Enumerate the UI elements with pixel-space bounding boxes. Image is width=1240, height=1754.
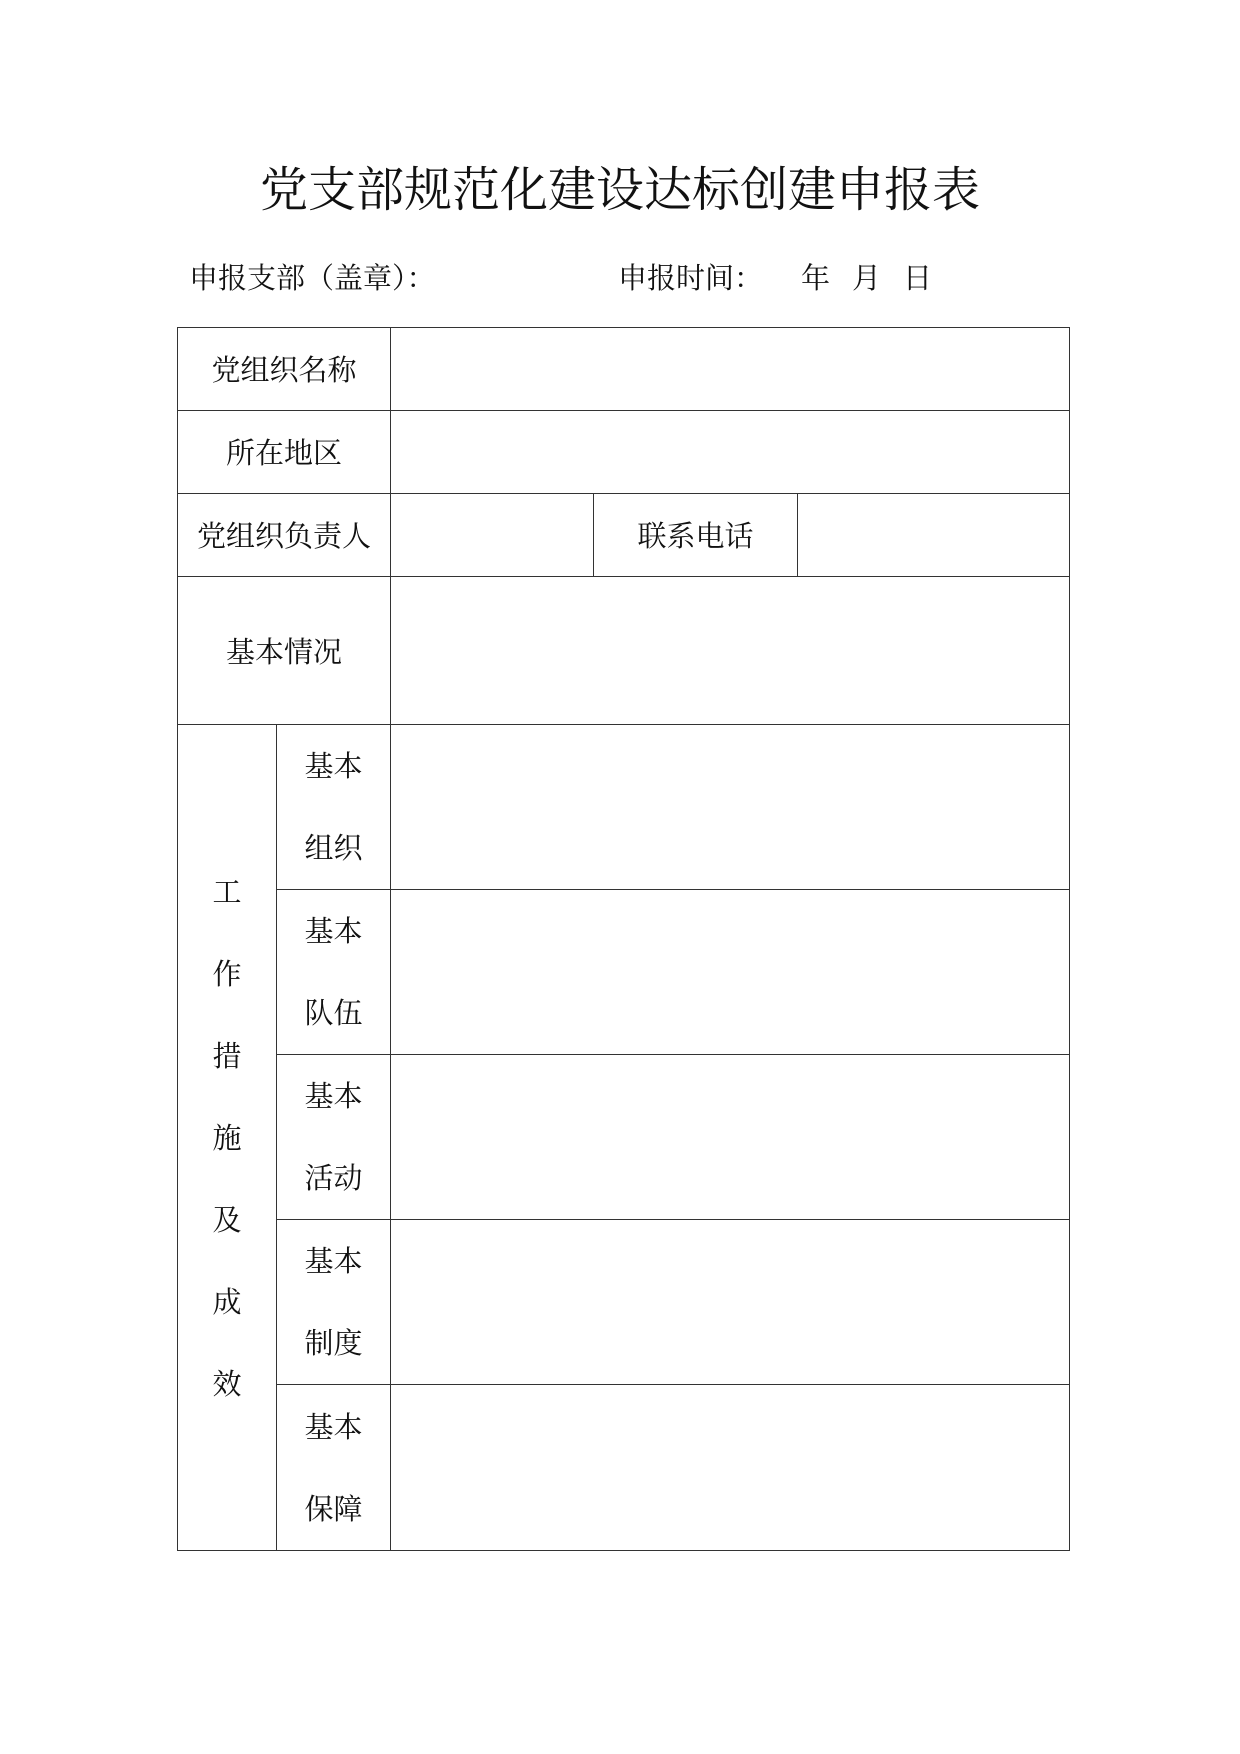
measures-char: 作 <box>212 956 242 991</box>
measure-team-label <box>277 890 390 1054</box>
measure-support-input-cell[interactable] <box>391 1385 1070 1551</box>
region-label: 所在地区 <box>226 436 343 470</box>
form-title: 党支部规范化建设达标创建申报表 <box>259 162 980 218</box>
measure-system-label-cell <box>277 1220 391 1385</box>
measure-label-line: 基本 <box>304 1079 363 1113</box>
measure-system-input-cell[interactable] <box>391 1220 1070 1385</box>
basic-info-label-cell <box>178 577 391 725</box>
measure-label-line: 保障 <box>304 1491 363 1526</box>
measures-char: 及 <box>212 1202 242 1237</box>
row-measure-activity <box>178 1055 1070 1220</box>
measure-label-line: 组织 <box>304 831 363 865</box>
branch-stamp-label: 申报支部（盖章）： <box>189 261 436 295</box>
measure-label-line: 队伍 <box>304 996 363 1030</box>
row-measure-team <box>178 890 1070 1055</box>
measure-organization-input-cell[interactable] <box>391 725 1070 890</box>
measures-char: 施 <box>212 1120 242 1155</box>
measure-support-label <box>277 1385 390 1550</box>
measure-label-line: 活动 <box>304 1161 363 1195</box>
measure-label-line: 制度 <box>304 1326 363 1360</box>
basic-info-label: 基本情况 <box>226 635 343 669</box>
region-label-cell <box>178 411 391 494</box>
measure-team-input-cell[interactable] <box>391 890 1070 1055</box>
row-measure-support <box>178 1385 1070 1551</box>
phone-label-cell <box>594 494 798 577</box>
org-name-label-cell <box>178 328 391 411</box>
row-leader <box>178 494 1070 577</box>
measure-label-line: 基本 <box>304 1409 363 1444</box>
day-label: 日 <box>903 261 933 295</box>
measure-label-line: 基本 <box>304 1244 363 1278</box>
year-label: 年 <box>801 261 831 295</box>
measures-group-label <box>178 725 276 1550</box>
measure-activity-label <box>277 1055 390 1219</box>
measure-activity-input-cell[interactable] <box>391 1055 1070 1220</box>
measure-organization-label <box>277 725 390 889</box>
org-name-label: 党组织名称 <box>211 353 357 387</box>
measure-label-line: 基本 <box>304 749 363 783</box>
measure-team-label-cell <box>277 890 391 1055</box>
phone-input-cell[interactable] <box>798 494 1070 577</box>
measures-char: 工 <box>212 874 242 909</box>
measures-char: 成 <box>212 1284 242 1319</box>
measure-label-line: 基本 <box>304 914 363 948</box>
row-basic-info <box>178 577 1070 725</box>
measure-support-label-cell <box>277 1385 391 1551</box>
org-name-input-cell[interactable] <box>391 328 1070 411</box>
report-time <box>618 258 932 298</box>
row-region <box>178 411 1070 494</box>
application-form-table <box>177 327 1070 1551</box>
leader-label-cell <box>178 494 391 577</box>
leader-label: 党组织负责人 <box>197 519 372 553</box>
phone-label: 联系电话 <box>637 519 754 553</box>
measures-char: 措 <box>212 1038 242 1073</box>
measure-activity-label-cell <box>277 1055 391 1220</box>
measures-group-label-cell <box>178 725 277 1551</box>
measure-organization-label-cell <box>277 725 391 890</box>
basic-info-input-cell[interactable] <box>391 577 1070 725</box>
row-org-name <box>178 328 1070 411</box>
row-measure-organization <box>178 725 1070 890</box>
region-input-cell[interactable] <box>391 411 1070 494</box>
leader-input-cell[interactable] <box>391 494 594 577</box>
report-time-label: 申报时间： <box>618 261 764 295</box>
measures-char: 效 <box>212 1366 242 1401</box>
measure-system-label <box>277 1220 390 1384</box>
row-measure-system <box>178 1220 1070 1385</box>
month-label: 月 <box>852 261 882 295</box>
